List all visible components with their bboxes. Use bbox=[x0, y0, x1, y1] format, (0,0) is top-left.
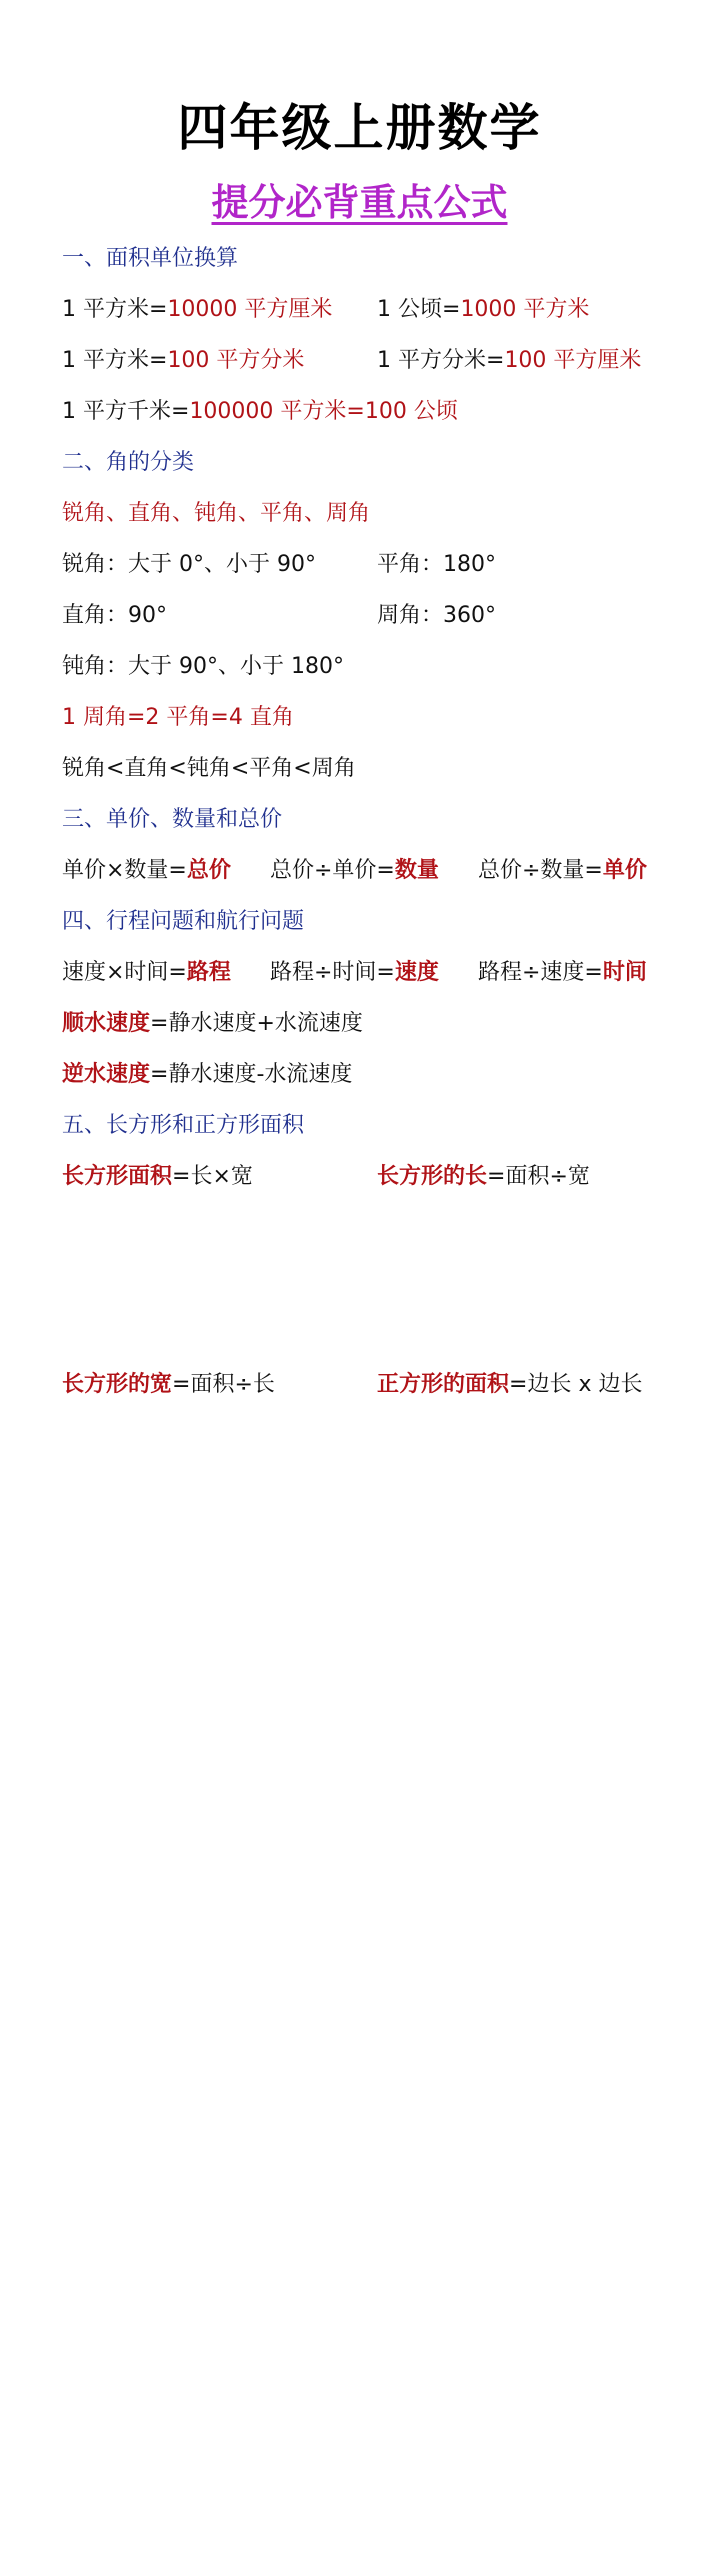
formula-left: 单价×数量= bbox=[62, 858, 187, 883]
right-angle: 直角：90° bbox=[62, 603, 167, 628]
formula-right: =静水速度-水流速度 bbox=[150, 1062, 353, 1087]
angle-types: 锐角、直角、钝角、平角、周角 bbox=[62, 501, 371, 526]
formula-right: =长×宽 bbox=[172, 1164, 253, 1189]
formula-result: 时间 bbox=[602, 960, 647, 985]
formula-term: 长方形面积 bbox=[62, 1164, 173, 1189]
formula-item bbox=[377, 1370, 642, 1400]
formula-term: 长方形的宽 bbox=[62, 1372, 173, 1397]
formula-row bbox=[62, 550, 662, 580]
formula-row bbox=[62, 1162, 662, 1192]
formula-item bbox=[377, 346, 641, 376]
formula-item bbox=[270, 856, 439, 886]
formula-left: 1 平方米= bbox=[62, 348, 168, 373]
formula-term: 长方形的长 bbox=[377, 1164, 488, 1189]
formula-result: 1000 平方米 bbox=[460, 297, 590, 322]
formula-result: 10000 平方厘米 bbox=[167, 297, 333, 322]
formula-left: 路程÷速度= bbox=[478, 960, 603, 985]
section-heading-area-units: 一、面积单位换算 bbox=[62, 246, 239, 271]
formula-row bbox=[62, 958, 662, 988]
acute-angle: 锐角：大于 0°、小于 90° bbox=[62, 552, 316, 577]
formula-item bbox=[478, 958, 647, 988]
angle-relation: 1 周角=2 平角=4 直角 bbox=[62, 705, 294, 730]
formula-term: 逆水速度 bbox=[62, 1062, 151, 1087]
formula-left: 速度×时间= bbox=[62, 960, 187, 985]
formula-result: 速度 bbox=[394, 960, 439, 985]
formula-row bbox=[62, 1060, 352, 1090]
straight-angle: 平角：180° bbox=[377, 552, 496, 577]
section-heading-price: 三、单价、数量和总价 bbox=[62, 807, 283, 832]
formula-left: 总价÷数量= bbox=[478, 858, 603, 883]
formula-result: 路程 bbox=[186, 960, 231, 985]
formula-right: =静水速度+水流速度 bbox=[150, 1011, 363, 1036]
formula-item bbox=[377, 1162, 590, 1192]
formula-left: 路程÷时间= bbox=[270, 960, 395, 985]
formula-left: 1 平方分米= bbox=[377, 348, 505, 373]
formula-right: =面积÷宽 bbox=[487, 1164, 590, 1189]
section-heading-travel: 四、行程问题和航行问题 bbox=[62, 909, 305, 934]
section-heading-rectangle: 五、长方形和正方形面积 bbox=[62, 1113, 305, 1138]
formula-row bbox=[62, 1370, 662, 1400]
formula-result: 100000 平方米=100 公顷 bbox=[189, 399, 458, 424]
formula-result: 单价 bbox=[602, 858, 647, 883]
formula-row bbox=[62, 1009, 363, 1039]
formula-term: 正方形的面积 bbox=[377, 1372, 510, 1397]
formula-row bbox=[62, 346, 662, 376]
formula-row bbox=[62, 397, 458, 427]
obtuse-angle: 钝角：大于 90°、小于 180° bbox=[62, 654, 344, 679]
formula-term: 顺水速度 bbox=[62, 1011, 151, 1036]
formula-left: 1 公顷= bbox=[377, 297, 461, 322]
formula-item bbox=[478, 856, 647, 886]
formula-left: 1 平方千米= bbox=[62, 399, 190, 424]
formula-result: 100 平方厘米 bbox=[504, 348, 642, 373]
formula-left: 总价÷单价= bbox=[270, 858, 395, 883]
page-subtitle: 提分必背重点公式 bbox=[211, 181, 508, 224]
page-title: 四年级上册数学 bbox=[177, 99, 542, 157]
formula-result: 100 平方分米 bbox=[167, 348, 305, 373]
formula-right: =边长 x 边长 bbox=[509, 1372, 643, 1397]
formula-row bbox=[62, 295, 662, 325]
formula-result: 总价 bbox=[186, 858, 231, 883]
formula-item bbox=[377, 295, 589, 325]
formula-left: 1 平方米= bbox=[62, 297, 168, 322]
section-heading-angles: 二、角的分类 bbox=[62, 450, 195, 475]
formula-row bbox=[62, 856, 662, 886]
formula-result: 数量 bbox=[394, 858, 439, 883]
formula-right: =面积÷长 bbox=[172, 1372, 275, 1397]
angle-order: 锐角<直角<钝角<平角<周角 bbox=[62, 756, 356, 781]
formula-row bbox=[62, 601, 662, 631]
round-angle: 周角：360° bbox=[377, 603, 496, 628]
formula-item bbox=[270, 958, 439, 988]
